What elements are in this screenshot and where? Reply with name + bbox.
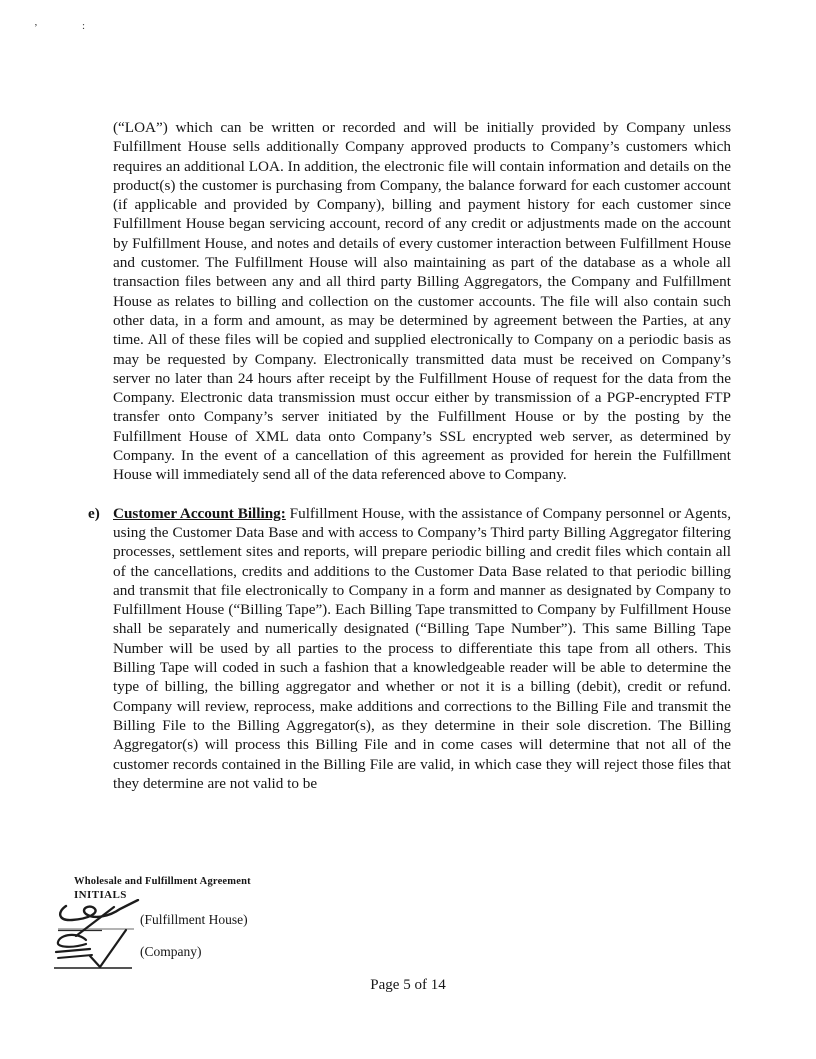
- page-number: Page 5 of 14: [370, 977, 446, 993]
- section-heading: Customer Account Billing:: [113, 504, 286, 522]
- initials-label: INITIALS: [74, 889, 127, 901]
- paragraph-text: (“LOA”) which can be written or recorded and will be initially provided by Company unless Fulfillment House sells additionally Company approved products to Company’s customers which requires an additional LOA. In addition, the electronic file will contain information and details on the product(s) the customer is purchasing from Company, the balance forward for each customer account (if applicable and provided by Company), billing and payment history for each customer since Fulfillment House began servicing account, record of any credit or adjustments made on the account by Fulfillment House, and notes and details of every customer interaction between Fulfillment House and customer. The Fulfillment House will also maintaining as part of the database as a whole all transaction files between any and all third party Billing Aggregators, the Company and Fulfillment House as relates to billing and collection on the customer accounts. The file will also contain such other data, in a form and amount, as may be determined by agreement between the Parties, at any time. All of these files will be copied and supplied electronically to Company on a periodic basis as may be requested by Company. Electronically transmitted data must be received on Company’s server no later than 24 hours after receipt by the Fulfillment House of request for the data from the Company. Electronic data transmission must occur either by transmission of a PGP-encrypted FTP transfer onto Company’s server initiated by the Fulfillment House or by the posting by the Fulfillment House of XML data onto Company’s SSL encrypted web server, as determined by Company. In the event of a cancellation of this agreement as provided for herein the Fulfillment House will immediately send all of the data referenced above to Company.: [113, 119, 731, 484]
- paragraph-section-e: [88, 504, 731, 793]
- footer-document-title: Wholesale and Fulfillment Agreement: [74, 876, 251, 887]
- paragraph-text: Fulfillment House, with the assistance of Company personnel or Agents, using the Customer Data Base and with access to Company’s Third party Billing Aggregator filtering processes, settlement sites and reports, will prepare periodic billing and credit files which contain all of the cancellations, credits and additions to the Customer Data Base related to that periodic billing and transmit that file electronically to Company in a form and manner as designated by Company to Fulfillment House (“Billing Tape”). Each Billing Tape transmitted to Company by Fulfillment House shall be separately and numerically designated (“Billing Tape Number”). This same Billing Tape Number will be used by all parties to the process to differentiate this tape from all others. This Billing Tape will coded in such a fashion that a knowledgeable reader will be able to determine the type of billing, the billing aggregator and whether or not it is a billing (debit), credit or refund. Company will review, reprocess, make additions and corrections to the Billing File and transmit the Billing File to the Billing Aggregator(s), as they determine in their sole discretion. The Billing Aggregator(s) will process this Billing File and in come cases will determine that not all of the customer records contained in the Billing File are valid, in which case they will reject those files that they determine are not valid to be: [113, 504, 731, 792]
- scan-artifact: :: [82, 20, 86, 32]
- signature-label-company: (Company): [140, 944, 202, 959]
- paragraph-loa-continuation: [113, 118, 731, 485]
- signature-label-fulfillment-house: (Fulfillment House): [140, 912, 248, 927]
- scan-artifact: ʼ: [34, 22, 38, 34]
- body-text: [88, 118, 731, 793]
- signature-scribble-company: [52, 928, 148, 972]
- section-marker: e): [88, 504, 100, 522]
